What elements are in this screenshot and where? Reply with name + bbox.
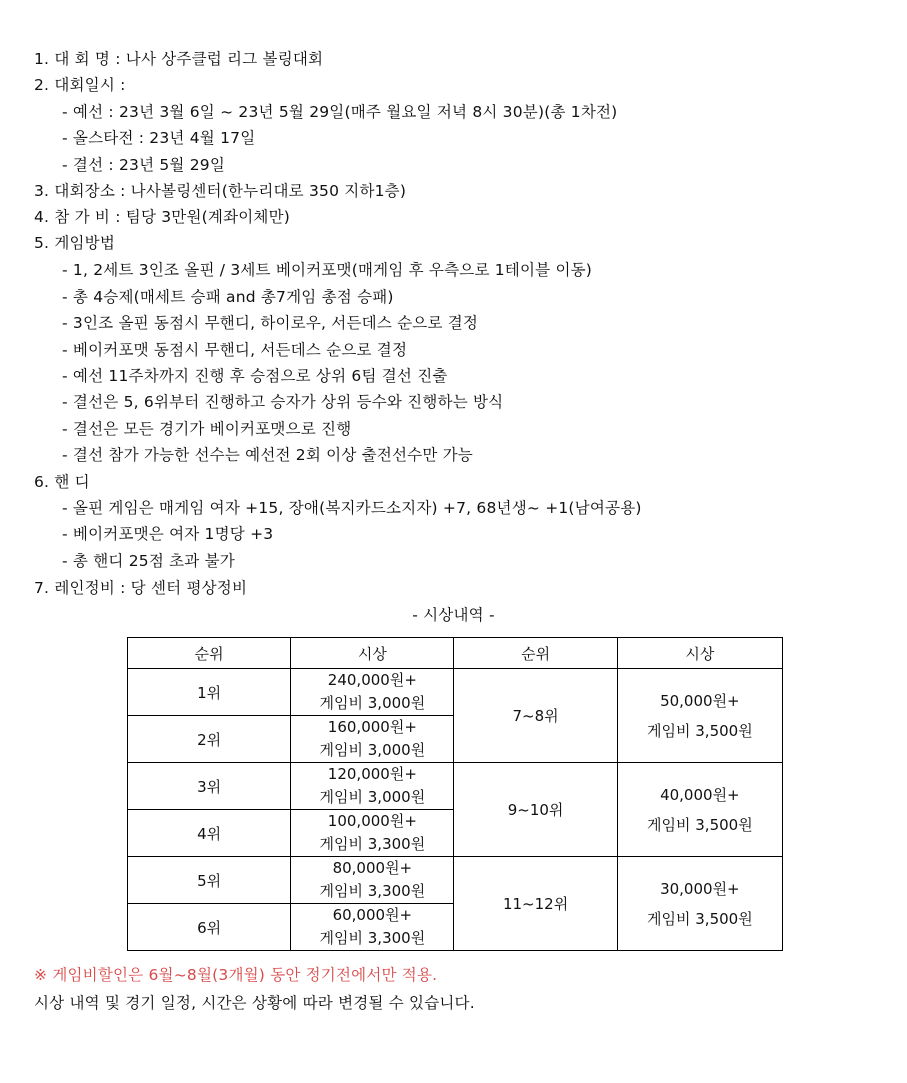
schedule-allstar: - 올스타전 : 23년 4월 17일 [62, 129, 256, 147]
group-rank-cell: 7~8위 [454, 669, 617, 763]
prize-amount: 240,000원+ [327, 671, 417, 689]
method-final-baker: - 결선은 모든 경기가 베이커포맷으로 진행 [62, 420, 352, 438]
method-final-order: - 결선은 5, 6위부터 진행하고 승자가 상위 등수와 진행하는 방식 [62, 393, 504, 411]
group-rank-cell: 9~10위 [454, 763, 617, 857]
rank-cell: 5위 [128, 857, 291, 904]
prize-amount: 100,000원+ [327, 812, 417, 830]
section-1-event-name: 1. 대 회 명 : 나사 상주클럽 리그 볼링대회 [34, 50, 324, 68]
schedule-final: - 결선 : 23년 5월 29일 [62, 156, 226, 174]
prize-game-fee: 게임비 3,000원 [319, 788, 426, 806]
section-3-venue: 3. 대회장소 : 나사볼링센터(한누리대로 350 지하1층) [34, 182, 407, 200]
method-sets: - 1, 2세트 3인조 올핀 / 3세트 베이커포맷(매게임 후 우측으로 1테이블 이동) [62, 261, 593, 279]
prize-amount: 80,000원+ [332, 859, 413, 877]
table-row [128, 669, 783, 716]
prize-cell [291, 763, 454, 810]
handicap-allpin: - 올핀 게임은 매게임 여자 +15, 장애(복지카드소지자) +7, 68년생~ +1(남여공용) [62, 499, 642, 517]
handicap-baker: - 베이커포맷은 여자 1명당 +3 [62, 525, 274, 543]
prize-game-fee: 게임비 3,000원 [319, 694, 426, 712]
section-6-handicap: 6. 핸 디 [34, 473, 90, 491]
section-2-event-dates: 2. 대회일시 : [34, 76, 126, 94]
rank-cell: 3위 [128, 763, 291, 810]
table-row [128, 857, 783, 904]
rank-cell: 4위 [128, 810, 291, 857]
rank-cell: 1위 [128, 669, 291, 716]
group-prize-game-fee: 게임비 3,500원 [647, 909, 753, 928]
group-prize-cell [617, 763, 782, 857]
group-rank-cell: 11~12위 [454, 857, 617, 951]
prize-game-fee: 게임비 3,000원 [319, 741, 426, 759]
prize-cell [291, 716, 454, 763]
section-4-entry-fee: 4. 참 가 비 : 팀당 3만원(계좌이체만) [34, 208, 291, 226]
method-tie-3man: - 3인조 올핀 동점시 무핸디, 하이로우, 서든데스 순으로 결정 [62, 314, 479, 332]
rank-cell: 2위 [128, 716, 291, 763]
group-prize-cell [617, 857, 782, 951]
method-advance: - 예선 11주차까지 진행 후 승점으로 상위 6팀 결선 진출 [62, 367, 448, 385]
method-wins: - 총 4승제(매세트 승패 and 총7게임 총점 승패) [62, 288, 394, 306]
prize-amount: 160,000원+ [327, 718, 417, 736]
group-prize-game-fee: 게임비 3,500원 [647, 721, 753, 740]
prize-title: - 시상내역 - [412, 606, 495, 624]
group-prize-amount: 40,000원+ [660, 785, 740, 804]
header-rank-2: 순위 [454, 638, 617, 669]
schedule-preliminary: - 예선 : 23년 3월 6일 ~ 23년 5월 29일(매주 월요일 저녁 8시 30분)(총 1차전) [62, 103, 618, 121]
group-prize-amount: 50,000원+ [660, 691, 740, 710]
header-rank-1: 순위 [128, 638, 291, 669]
discount-note: ※ 게임비할인은 6월~8월(3개월) 동안 정기전에서만 적용. [34, 966, 438, 984]
prize-amount: 120,000원+ [327, 765, 417, 783]
table-row [128, 763, 783, 810]
prize-game-fee: 게임비 3,300원 [319, 929, 426, 947]
change-notice: 시상 내역 및 경기 일정, 시간은 상황에 따라 변경될 수 있습니다. [34, 994, 475, 1012]
method-final-eligibility: - 결선 참가 가능한 선수는 예선전 2회 이상 출전선수만 가능 [62, 446, 473, 464]
prize-cell [291, 857, 454, 904]
section-7-lane-maintenance: 7. 레인정비 : 당 센터 평상정비 [34, 579, 248, 597]
header-prize-2: 시상 [617, 638, 782, 669]
prize-game-fee: 게임비 3,300원 [319, 835, 426, 853]
rank-cell: 6위 [128, 904, 291, 951]
handicap-limit: - 총 핸디 25점 초과 불가 [62, 552, 235, 570]
group-prize-amount: 30,000원+ [660, 879, 740, 898]
group-prize-cell [617, 669, 782, 763]
prize-table [127, 637, 783, 951]
section-5-game-method: 5. 게임방법 [34, 234, 116, 252]
method-tie-baker: - 베이커포맷 동점시 무핸디, 서든데스 순으로 결정 [62, 341, 408, 359]
prize-cell [291, 669, 454, 716]
prize-game-fee: 게임비 3,300원 [319, 882, 426, 900]
prize-cell [291, 904, 454, 951]
header-prize-1: 시상 [291, 638, 454, 669]
prize-cell [291, 810, 454, 857]
prize-amount: 60,000원+ [332, 906, 413, 924]
group-prize-game-fee: 게임비 3,500원 [647, 815, 753, 834]
prize-table-header [128, 638, 783, 669]
